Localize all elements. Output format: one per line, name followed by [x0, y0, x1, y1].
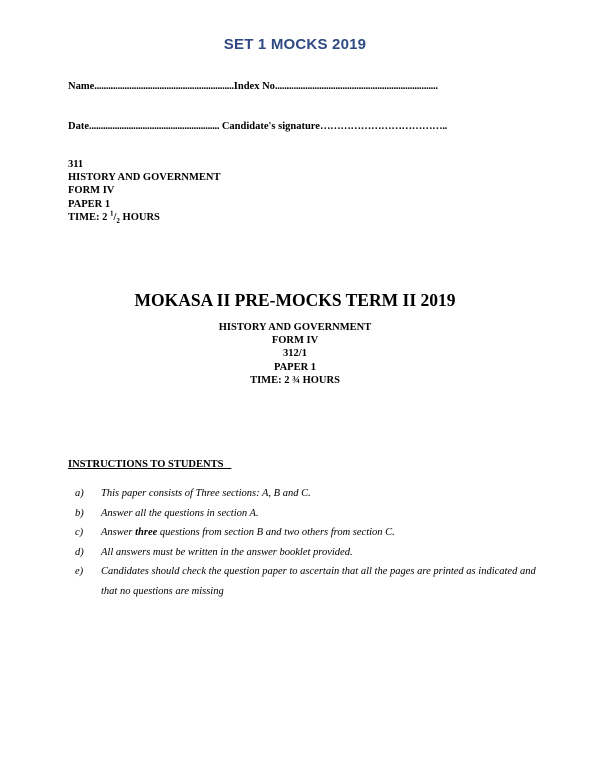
date-fill: ........................................................	[89, 121, 220, 132]
instruction-item	[68, 562, 548, 601]
name-fill: ............................................................	[94, 81, 234, 92]
meta-paper: PAPER 1	[68, 198, 111, 210]
instruction-marker: b)	[75, 507, 84, 519]
instruction-item	[68, 484, 548, 504]
name-index-line	[68, 81, 438, 92]
instructions-heading	[68, 459, 231, 470]
instruction-text-bold: three	[135, 527, 158, 539]
date-signature-line	[68, 121, 447, 132]
detail-form: FORM IV	[271, 335, 319, 347]
paper-meta	[68, 158, 221, 224]
detail-paper: PAPER 1	[273, 361, 317, 373]
instruction-text-pre: Answer	[101, 527, 136, 539]
instruction-marker: d)	[75, 546, 84, 558]
instruction-text: This paper consists of Three sections: A, B and C.	[101, 488, 311, 499]
instructions-heading-label: INSTRUCTIONS TO STUDENTS	[68, 459, 224, 470]
meta-time-denominator: 2	[116, 216, 120, 225]
instruction-marker: e)	[75, 566, 84, 578]
exam-details	[0, 321, 590, 387]
instruction-text: Answer all the questions in section A.	[101, 507, 259, 519]
detail-subject: HISTORY AND GOVERNMENT	[218, 322, 372, 333]
banner-title: SET 1 MOCKS 2019	[223, 36, 367, 53]
instruction-item	[68, 543, 548, 563]
instruction-marker: c)	[75, 527, 84, 539]
meta-subject: HISTORY AND GOVERNMENT	[68, 172, 221, 184]
meta-time-numerator: 1	[110, 209, 114, 218]
meta-code: 311	[68, 159, 84, 170]
meta-time-prefix: TIME: 2	[68, 211, 110, 223]
signature-label: Candidate's signature	[219, 121, 320, 132]
instructions-list	[68, 484, 548, 602]
meta-time-suffix: HOURS	[119, 211, 160, 223]
instruction-marker: a)	[75, 488, 84, 499]
detail-code: 312/1	[283, 348, 307, 360]
instruction-item	[68, 504, 548, 524]
index-label: Index No	[233, 81, 275, 92]
signature-fill: ………………………………..	[319, 121, 448, 132]
index-fill: ......................................................................	[274, 81, 438, 92]
exam-title: MOKASA II PRE-MOCKS TERM II 2019	[134, 290, 456, 310]
meta-form: FORM IV	[68, 185, 115, 197]
instructions-heading-trail	[223, 459, 231, 470]
instruction-text: Candidates should check the question paper to ascertain that all the pages are printed as indicated and that no questions are missing	[101, 566, 536, 597]
instruction-item	[68, 523, 548, 543]
instructions-heading-text	[68, 459, 231, 470]
meta-time: TIME: 2 $^1/_2$ HOURS	[68, 209, 160, 225]
date-label: Date	[68, 121, 89, 132]
name-label: Name	[68, 81, 95, 92]
detail-time: TIME: 2 ¾ HOURS	[250, 374, 340, 386]
instruction-text-post: questions from section B and two others from section C.	[157, 527, 395, 539]
instruction-text: All answers must be written in the answer booklet provided.	[101, 546, 353, 558]
